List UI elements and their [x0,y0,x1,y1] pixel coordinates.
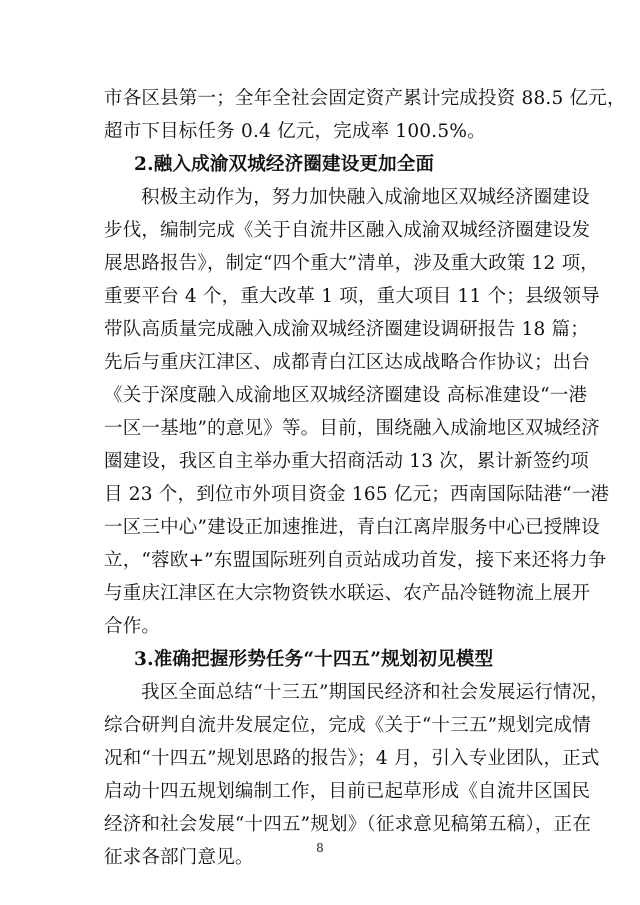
body-text-line: 步伐，编制完成《关于自流井区融入成渝双城经济圈建设发 [104,220,591,241]
body-text-line: 先后与重庆江津区、成都青白江区达成战略合作协议；出台 [104,352,591,373]
body-text-line: 《关于深度融入成渝地区双城经济圈建设 高标准建设“一港 [104,385,588,406]
page-number: 8 [316,841,324,855]
body-text-line: 展思路报告》，制定“四个重大”清单，涉及重大政策 12 项， [104,253,599,274]
body-text-line: 一区一基地”的意见》等。目前，围绕融入成渝地区双城经济 [104,418,600,439]
body-text-line: 与重庆江津区在大宗物资铁水联运、农产品冷链物流上展开 [104,583,591,604]
body-text-line: 立，“蓉欧+”东盟国际班列自贡站成功首发，接下来还将力争 [104,550,607,571]
body-text-line: 超市下目标任务 0.4 亿元，完成率 100.5%。 [104,121,486,142]
body-text-line: 合作。 [104,616,161,637]
body-text-line: 市各区县第一；全年全社会固定资产累计完成投资 88.5 亿元， [104,88,626,109]
body-text-line: 一区三中心”建设正加速推进，青白江离岸服务中心已授牌设 [104,517,600,538]
body-text-line: 目 23 个，到位市外项目资金 165 亿元；西南国际陆港“一港 [104,484,610,505]
section-heading: 3.准确把握形势任务“十四五”规划初见模型 [134,649,494,670]
body-text-line: 圈建设，我区自主举办重大招商活动 13 次，累计新签约项 [104,451,589,472]
body-text-line: 经济和社会发展“十四五”规划》（征求意见稿第五稿），正在 [104,814,592,835]
body-text-line: 我区全面总结“十三五”期国民经济和社会发展运行情况， [141,682,610,703]
body-text-line: 带队高质量完成融入成渝双城经济圈建设调研报告 18 篇； [104,319,589,340]
body-text-line: 启动十四五规划编制工作，目前已起草形成《自流井区国民 [104,781,591,802]
body-text-line: 综合研判自流井发展定位，完成《关于“十三五”规划完成情 [104,715,591,736]
body-text-line: 况和“十四五”规划思路的报告》；4 月，引入专业团队，正式 [104,748,600,769]
body-text-line: 征求各部门意见。 [104,847,254,868]
body-text-line: 积极主动作为，努力加快融入成渝地区双城经济圈建设 [141,187,590,208]
body-text-line: 重要平台 4 个，重大改革 1 项，重大项目 11 个；县级领导 [104,286,600,307]
section-heading: 2.融入成渝双城经济圈建设更加全面 [134,154,435,175]
